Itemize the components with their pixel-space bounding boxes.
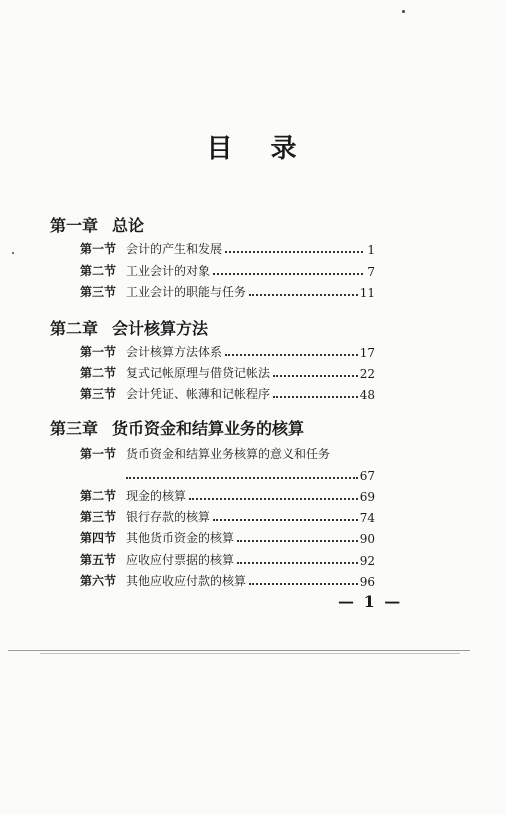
page-ref: 7 [367,265,375,279]
section-title: 会计凭证、帐薄和记帐程序 [126,387,271,401]
section-title: 其他应收应付款的核算 [126,574,247,588]
page-ref: 17 [359,346,375,360]
dot-leader [273,395,358,398]
toc-entry[interactable] [80,385,375,402]
toc-entry-continuation[interactable] [80,466,375,483]
toc-entry[interactable] [80,343,375,360]
section-number: 第五节 [80,553,117,567]
section-number: 第二节 [80,366,117,380]
page-ref: 22 [359,367,375,381]
section-number: 第四节 [80,531,117,545]
section-number: 第一节 [80,447,117,461]
dot-leader [189,497,358,500]
section-title: 工业会计的职能与任务 [126,285,247,299]
page-ref: 1 [367,243,375,257]
scan-speck [12,252,14,254]
toc-entry[interactable] [80,529,375,546]
section-number: 第二节 [80,264,117,278]
chapter-heading [50,213,144,236]
page-ref: 90 [359,532,375,546]
dot-leader [237,561,358,564]
dot-leader [273,374,358,377]
section-number: 第三节 [80,285,117,299]
toc-entry[interactable] [80,283,375,300]
section-title: 复式记帐原理与借贷记帐法 [126,366,271,380]
page-number: — 1 — [338,592,403,611]
toc-entry[interactable] [80,551,375,568]
chapter-title: 货币资金和结算业务的核算 [112,419,305,438]
section-number: 第二节 [80,489,117,503]
toc-entry-first-line[interactable] [80,445,330,462]
section-title: 其他货币资金的核算 [126,531,235,545]
page-ref: 96 [359,575,375,589]
page-ref: 92 [359,554,375,568]
scan-speck [402,10,405,13]
page-title [0,128,505,165]
dot-leader [249,293,358,296]
toc-entry[interactable] [80,262,375,279]
section-number: 第一节 [80,345,117,359]
title-char: 录 [270,134,299,164]
chapter-heading [50,416,304,439]
section-title: 银行存款的核算 [126,510,211,524]
section-number: 第三节 [80,387,117,401]
toc-entry[interactable] [80,572,375,589]
toc-entry[interactable] [80,240,375,257]
dot-leader [213,272,363,275]
page-ref: 11 [359,286,375,300]
dot-leader [249,582,358,585]
chapter-label: 第三章 [50,419,99,438]
section-title: 应收应付票据的核算 [126,553,235,567]
toc-entry[interactable] [80,508,375,525]
section-number: 第三节 [80,510,117,524]
chapter-title: 总论 [112,216,145,235]
section-number: 第六节 [80,574,117,588]
section-number: 第一节 [80,242,117,256]
toc-entry[interactable] [80,364,375,381]
dot-leader [213,518,358,521]
chapter-title: 会计核算方法 [112,319,209,338]
chapter-label: 第一章 [50,216,99,235]
section-title: 货币资金和结算业务核算的意义和任务 [126,447,331,461]
section-title: 会计核算方法体系 [126,345,223,359]
page-ref: 69 [359,490,375,504]
dot-leader [225,250,363,253]
toc-entry[interactable] [80,487,375,504]
chapter-label: 第二章 [50,319,99,338]
dot-leader [237,539,358,542]
dot-leader [225,353,358,356]
section-title: 会计的产生和发展 [126,242,223,256]
dot-leader [126,476,358,479]
chapter-heading [50,316,208,339]
scan-artifact-line [40,653,460,654]
page-ref: 67 [359,469,375,483]
section-title: 工业会计的对象 [126,264,211,278]
page-ref: 48 [359,388,375,402]
section-title: 现金的核算 [126,489,187,503]
title-char: 目 [206,134,235,164]
page-ref: 74 [359,511,375,525]
scan-artifact-line [8,650,470,651]
